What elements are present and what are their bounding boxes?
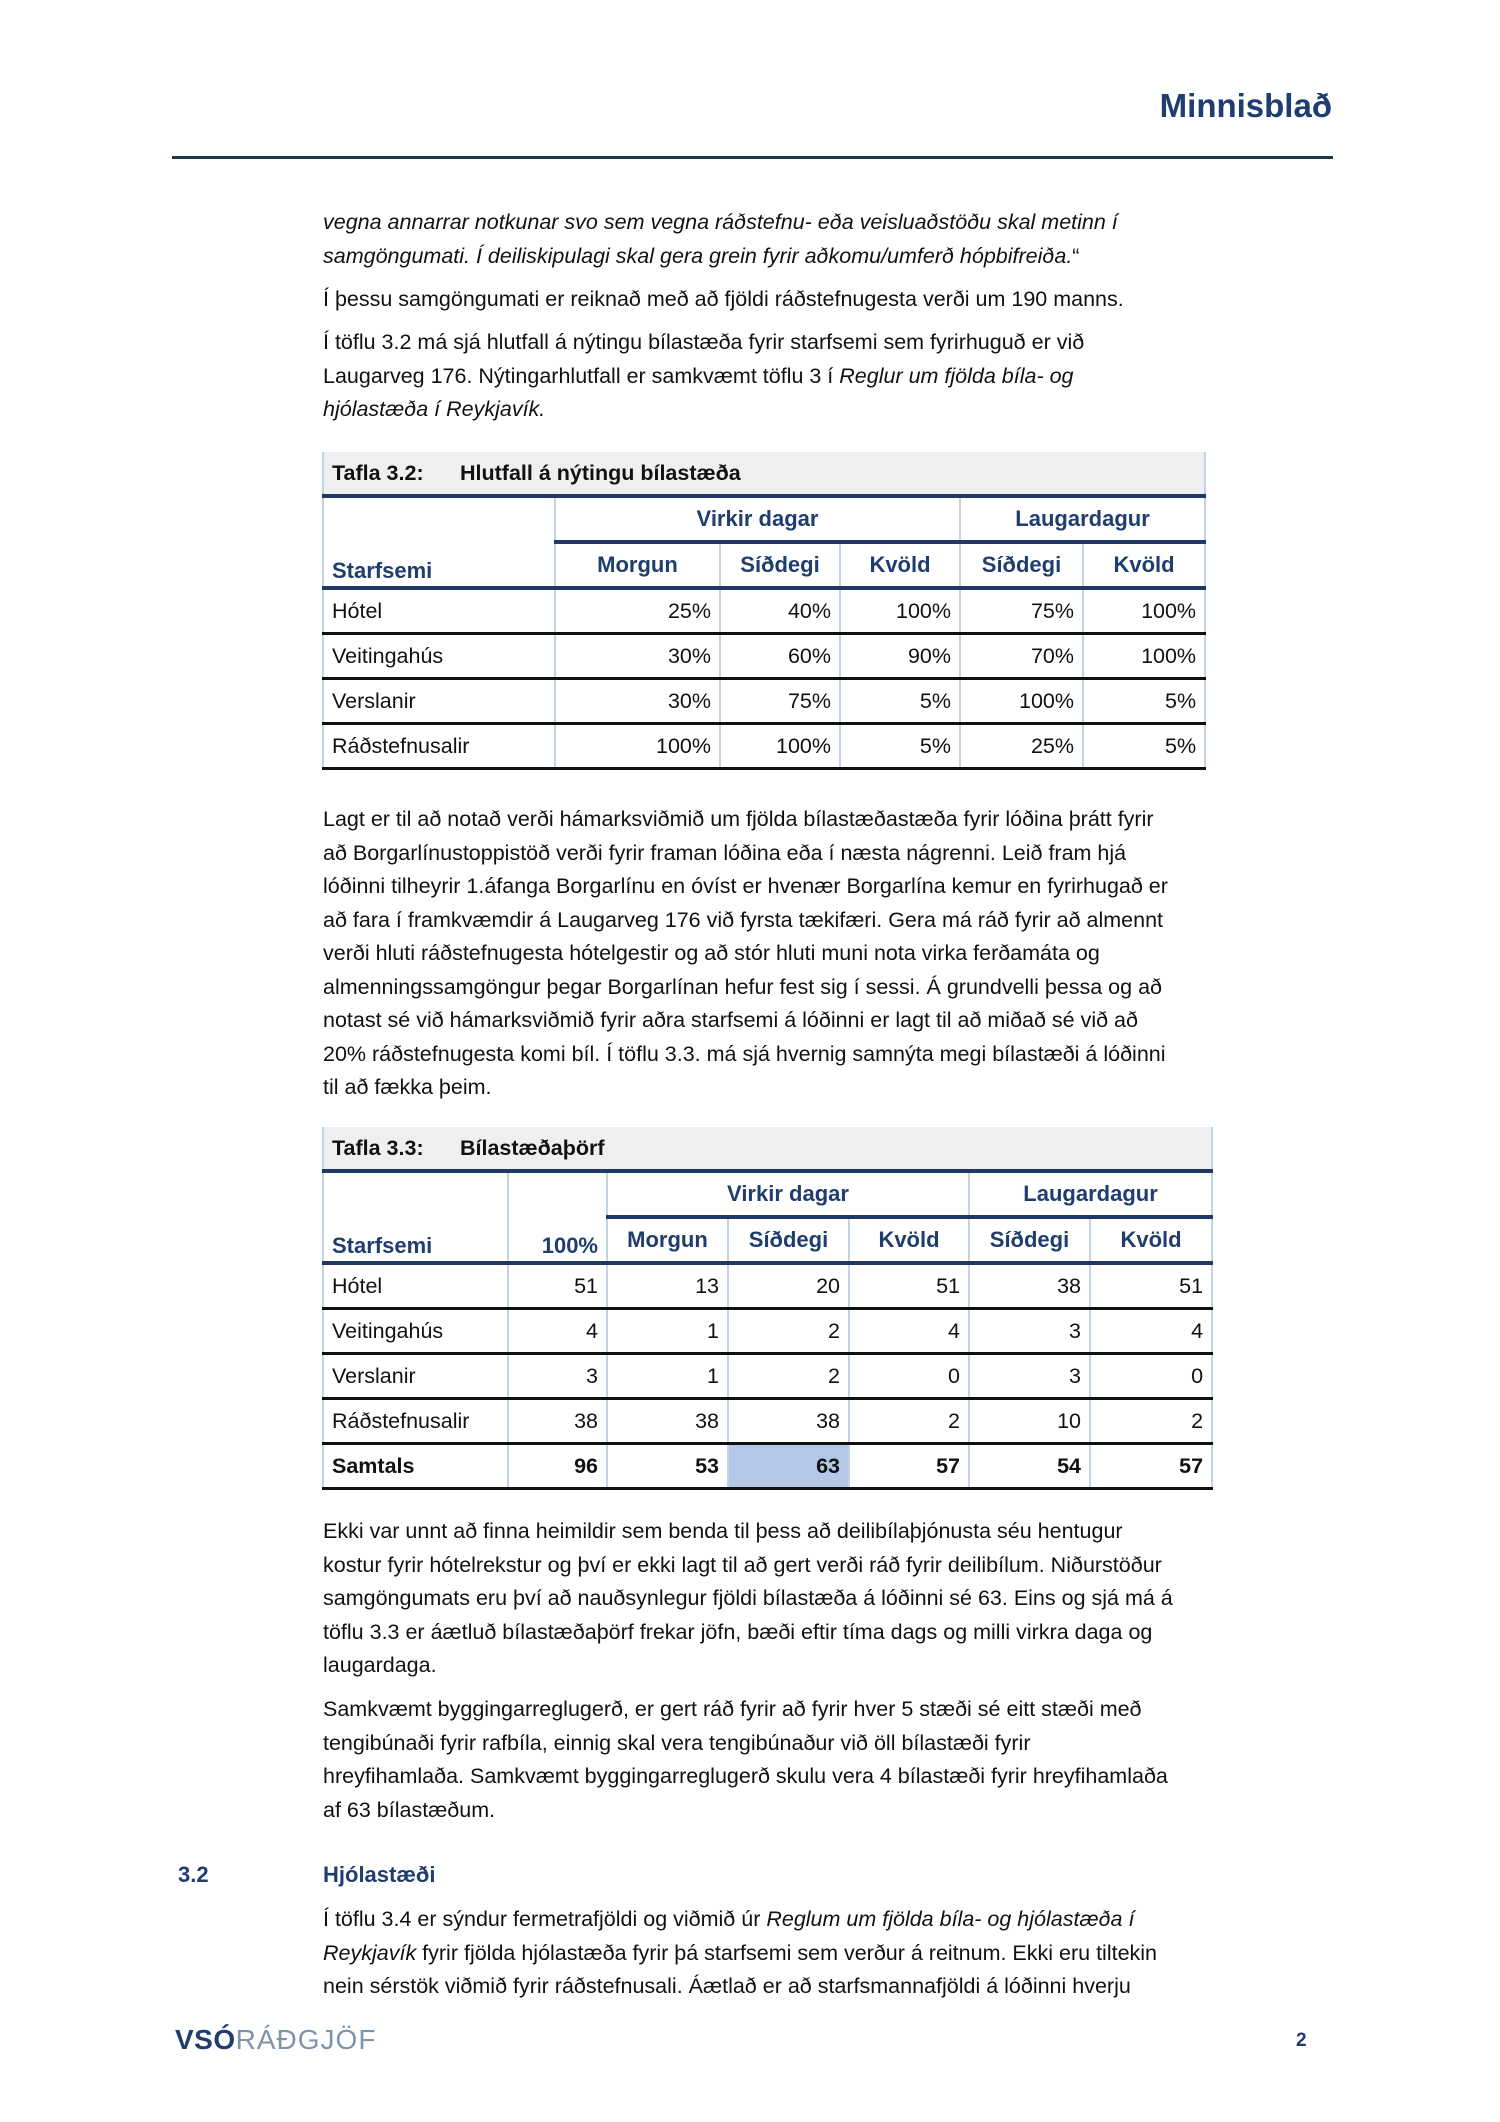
text-line: almenningssamgöngur þegar Borgarlínan hefur fest sig í sessi. Á grundvelli þessa og að (323, 974, 1162, 999)
quote-line-1: vegna annarrar notkunar svo sem vegna ráðstefnu- eða veisluaðstöðu skal metinn í (323, 210, 1118, 234)
attendee-paragraph: Í þessu samgöngumati er reiknað með að fjöldi ráðstefnugesta verði um 190 manns. (323, 287, 1124, 311)
row-label: Samtals (323, 1444, 508, 1489)
cell: 51 (508, 1263, 607, 1309)
table-intro-paragraph (323, 326, 1333, 427)
text-line: hreyfihamlaða. Samkvæmt byggingarreglugerð skulu vera 4 bílastæði fyrir hreyfihamlaða (323, 1764, 1168, 1788)
bicycle-paragraph (323, 1903, 1333, 2004)
cell: 1 (607, 1309, 728, 1354)
section-heading: Hjólastæði (323, 1862, 436, 1887)
subheader-sat-afternoon: Síðdegi (960, 542, 1083, 588)
column-header-starfsemi: Starfsemi (323, 496, 555, 588)
row-label: Ráðstefnusalir (323, 1399, 508, 1444)
text-line: töflu 3.3 er áætluð bílastæðaþörf frekar jöfn, bæði eftir tíma dags og milli virkra daga og (323, 1619, 1153, 1644)
row-label: Ráðstefnusalir (323, 724, 555, 769)
quote-paragraph (323, 206, 1333, 273)
cell: 38 (969, 1263, 1090, 1309)
text-line: verði hluti ráðstefnugesta hótelgestir og að stór hluti muni nota virka ferðamáta og (323, 941, 1100, 965)
logo-light-part: RÁÐGJÖF (235, 2024, 377, 2055)
cell: 100% (1083, 634, 1205, 679)
text-span: Í töflu 3.4 er sýndur fermetrafjöldi og viðmið úr (323, 1907, 767, 1931)
recommendation-paragraph (323, 803, 1333, 1105)
cell: 54 (969, 1444, 1090, 1489)
regulation-title-part-2: hjólastæða í Reykjavík. (323, 397, 546, 421)
column-header-starfsemi: Starfsemi (323, 1171, 508, 1263)
cell: 13 (607, 1263, 728, 1309)
cell: 53 (607, 1444, 728, 1489)
subheader-afternoon: Síðdegi (720, 542, 840, 588)
regulation-title-part-2: Reykjavík (323, 1940, 417, 1965)
cell: 100% (720, 724, 840, 769)
table-caption (323, 452, 1205, 496)
subheader-evening: Kvöld (849, 1217, 969, 1263)
cell: 4 (508, 1309, 607, 1354)
cell: 5% (840, 724, 960, 769)
subheader-sat-evening: Kvöld (1083, 542, 1205, 588)
cell: 4 (1090, 1309, 1212, 1354)
cell: 38 (728, 1399, 849, 1444)
logo-bold-part: VSÓ (175, 2024, 236, 2055)
cell: 2 (849, 1399, 969, 1444)
highlighted-total-cell: 63 (728, 1444, 849, 1489)
cell: 51 (849, 1263, 969, 1309)
company-logo (175, 2024, 376, 2056)
cell: 3 (969, 1309, 1090, 1354)
section-number: 3.2 (178, 1862, 209, 1887)
table-row (323, 634, 1205, 679)
quote-line-2: samgöngumati. Í deiliskipulagi skal gera grein fyrir aðkomu/umferð hópbifreiða. (323, 243, 1073, 268)
cell: 75% (960, 588, 1083, 634)
cell: 2 (728, 1354, 849, 1399)
cell: 90% (840, 634, 960, 679)
table-row (323, 679, 1205, 724)
subheader-morning: Morgun (607, 1217, 728, 1263)
cell: 3 (969, 1354, 1090, 1399)
text-line: notast sé við hámarksviðmið fyrir aðra starfsemi á lóðinni er lagt til að miðað sé við að (323, 1008, 1138, 1032)
table-number: Tafla 3.3: (332, 1135, 424, 1160)
row-label: Verslanir (323, 679, 555, 724)
subheader-evening: Kvöld (840, 542, 960, 588)
cell: 5% (1083, 724, 1205, 769)
table-number: Tafla 3.2: (332, 460, 424, 485)
cell: 0 (849, 1354, 969, 1399)
cell: 20 (728, 1263, 849, 1309)
cell: 75% (720, 679, 840, 724)
cell: 100% (1083, 588, 1205, 634)
table-row (323, 1399, 1212, 1444)
text-line: Ekki var unnt að finna heimildir sem benda til þess að deilibílaþjónusta séu hentugur (323, 1519, 1123, 1543)
cell: 38 (508, 1399, 607, 1444)
column-header-full-capacity: 100% (508, 1171, 607, 1263)
text-line: af 63 bílastæðum. (323, 1797, 496, 1822)
table-title: Bílastæðaþörf (460, 1135, 605, 1160)
text-line: kostur fyrir hótelrekstur og því er ekki lagt til að gert verði ráð fyrir deilibílum. Niðurstöður (323, 1552, 1162, 1577)
table-row (323, 588, 1205, 634)
group-header-weekdays: Virkir dagar (607, 1171, 969, 1217)
table-title: Hlutfall á nýtingu bílastæða (460, 460, 741, 485)
text-span: fyrir fjölda hjólastæða fyrir þá starfsemi sem verður á reitnum. Ekki eru tiltekin (416, 1940, 1158, 1965)
group-header-saturday: Laugardagur (969, 1171, 1212, 1217)
total-row (323, 1444, 1212, 1489)
row-label: Verslanir (323, 1354, 508, 1399)
text-line: að Borgarlínustoppistöð verði fyrir framan lóðina eða í næsta nágrenni. Leið fram hjá (323, 840, 1127, 865)
cell: 30% (555, 634, 720, 679)
subheader-sat-afternoon: Síðdegi (969, 1217, 1090, 1263)
table-row (323, 1354, 1212, 1399)
text-line: tengibúnaði fyrir rafbíla, einnig skal vera tengibúnaður við öll bílastæði fyrir (323, 1730, 1031, 1755)
cell: 51 (1090, 1263, 1212, 1309)
header-divider (172, 156, 1333, 159)
cell: 5% (840, 679, 960, 724)
cell: 100% (960, 679, 1083, 724)
cell: 70% (960, 634, 1083, 679)
table-row (323, 1263, 1212, 1309)
row-label: Hótel (323, 588, 555, 634)
text-line: að fara í framkvæmdir á Laugarveg 176 við fyrsta tækifæri. Gera má ráð fyrir að almennt (323, 907, 1164, 932)
group-header-saturday: Laugardagur (960, 496, 1205, 542)
text-line: Lagt er til að notað verði hámarksviðmið um fjölda bílastæðastæða fyrir lóðina þrátt fyrir (323, 807, 1154, 831)
row-label: Veitingahús (323, 1309, 508, 1354)
close-quote: “ (1072, 243, 1080, 268)
text-line: til að fækka þeim. (323, 1075, 492, 1099)
cell: 57 (849, 1444, 969, 1489)
row-label: Hótel (323, 1263, 508, 1309)
cell: 2 (1090, 1399, 1212, 1444)
cell: 96 (508, 1444, 607, 1489)
table-caption (323, 1127, 1212, 1171)
table-intro-line-1: Í töflu 3.2 má sjá hlutfall á nýtingu bílastæða fyrir starfsemi sem fyrirhuguð er við (323, 330, 1085, 354)
subheader-morning: Morgun (555, 542, 720, 588)
cell: 0 (1090, 1354, 1212, 1399)
cell: 3 (508, 1354, 607, 1399)
cell: 10 (969, 1399, 1090, 1444)
table-intro-line-2: Laugarveg 176. Nýtingarhlutfall er samkvæmt töflu 3 í (323, 363, 840, 388)
text-line: Samkvæmt byggingarreglugerð, er gert ráð fyrir að fyrir hver 5 stæði sé eitt stæði með (323, 1697, 1142, 1721)
subheader-sat-evening: Kvöld (1090, 1217, 1212, 1263)
cell: 40% (720, 588, 840, 634)
page-number: 2 (1296, 2030, 1307, 2051)
subheader-afternoon: Síðdegi (728, 1217, 849, 1263)
table-3-3 (322, 1127, 1213, 1490)
row-label: Veitingahús (323, 634, 555, 679)
table-row (323, 1309, 1212, 1354)
table-3-2 (322, 452, 1206, 770)
conclusion-paragraph (323, 1515, 1333, 1683)
cell: 5% (1083, 679, 1205, 724)
text-line: laugardaga. (323, 1653, 437, 1677)
cell: 30% (555, 679, 720, 724)
cell: 4 (849, 1309, 969, 1354)
text-span: nein sérstök viðmið fyrir ráðstefnusali. Áætlað er að starfsmannafjöldi á lóðinni hverju (323, 1974, 1131, 1998)
regulation-title-part-1: Reglum um fjölda bíla- og hjólastæða í (766, 1907, 1135, 1931)
table-row (323, 724, 1205, 769)
cell: 25% (555, 588, 720, 634)
cell: 2 (728, 1309, 849, 1354)
charging-paragraph (323, 1693, 1333, 1827)
regulation-title-part-1: Reglur um fjölda bíla- og (839, 363, 1074, 388)
cell: 100% (840, 588, 960, 634)
text-line: samgöngumats eru því að nauðsynlegur fjöldi bílastæða á lóðinni sé 63. Eins og sjá má á (323, 1586, 1173, 1610)
group-header-weekdays: Virkir dagar (555, 496, 960, 542)
document-type-title: Minnisblað (1159, 87, 1332, 124)
cell: 25% (960, 724, 1083, 769)
text-line: lóðinni tilheyrir 1.áfanga Borgarlínu en óvíst er hvenær Borgarlína kemur en fyrirhugað er (323, 874, 1168, 898)
text-line: 20% ráðstefnugesta komi bíl. Í töflu 3.3. má sjá hvernig samnýta megi bílastæði á lóðinni (323, 1041, 1166, 1066)
cell: 38 (607, 1399, 728, 1444)
cell: 1 (607, 1354, 728, 1399)
cell: 100% (555, 724, 720, 769)
cell: 57 (1090, 1444, 1212, 1489)
cell: 60% (720, 634, 840, 679)
